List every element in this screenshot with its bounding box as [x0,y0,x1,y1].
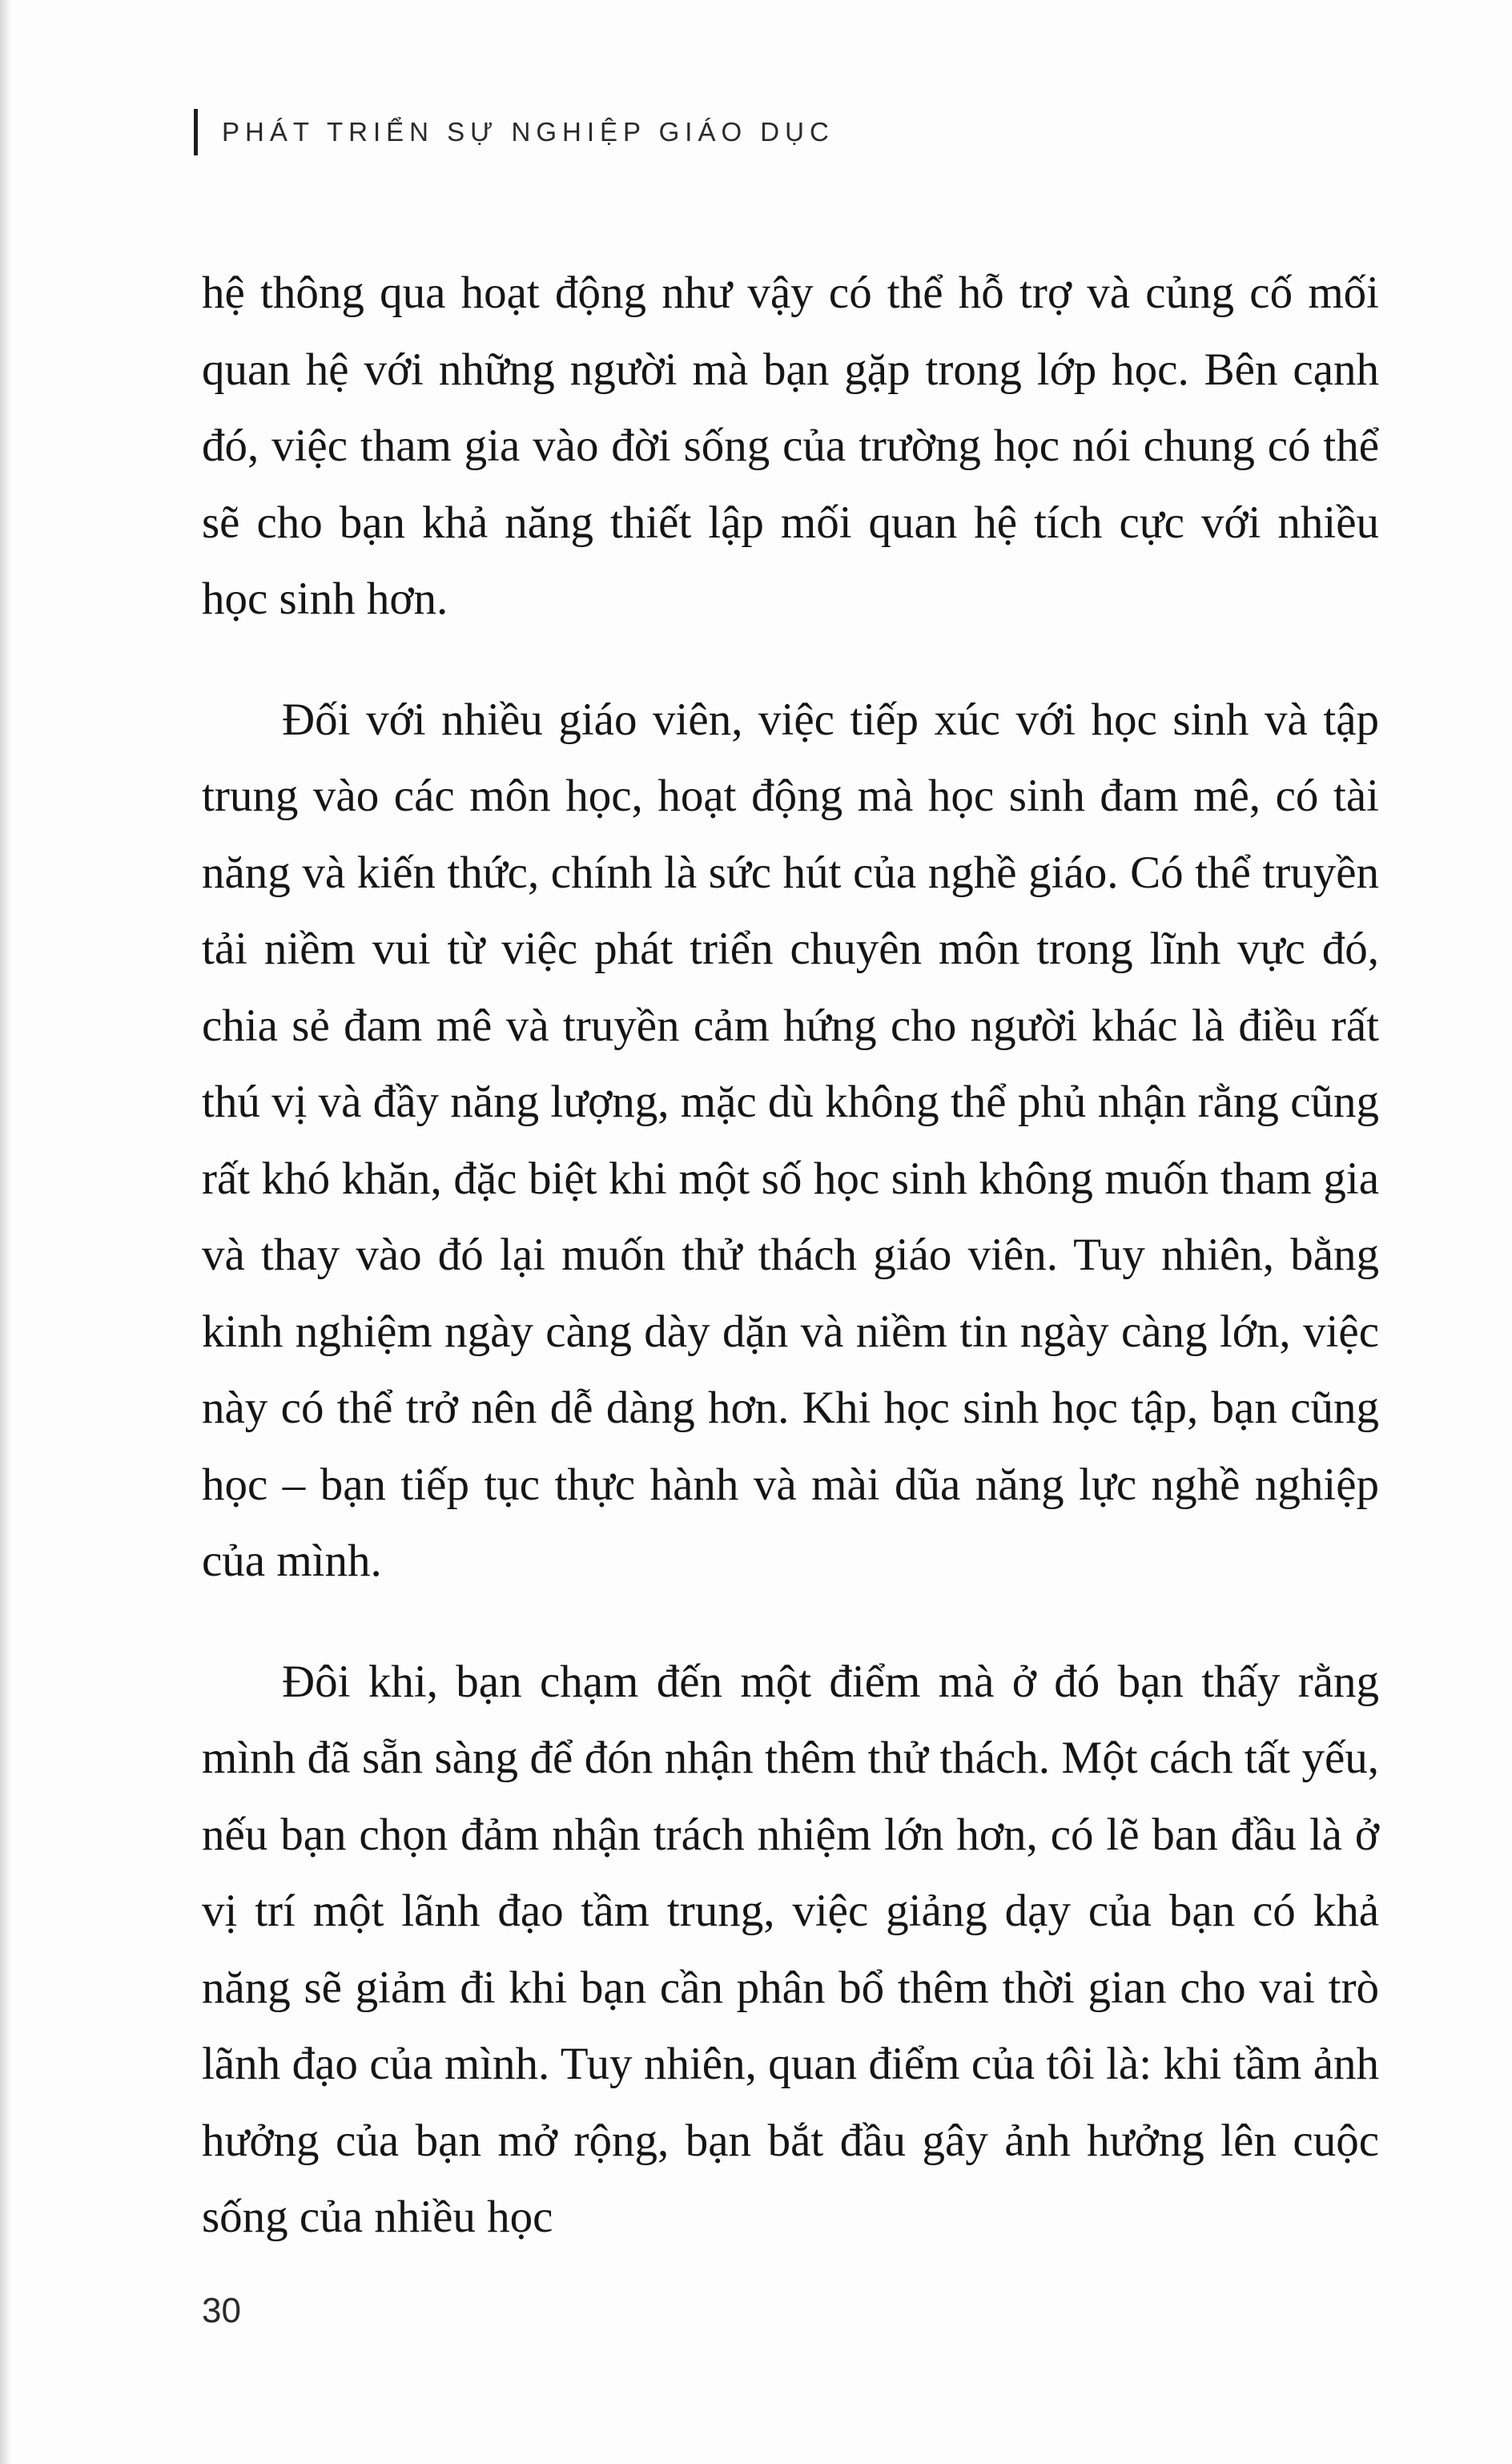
body-text [202,255,1379,2256]
paragraph: Đôi khi, bạn chạm đến một điểm mà ở đó bạn thấy rằng mình đã sẵn sàng để đón nhận thêm thử thách. Một cách tất yếu, nếu bạn chọn đảm nhận trách nhiệm lớn hơn, có lẽ ban đầu là ở vị trí một lãnh đạo tầm trung, việc giảng dạy của bạn có khả năng sẽ giảm đi khi bạn cần phân bổ thêm thời gian cho vai trò lãnh đạo của mình. Tuy nhiên, quan điểm của tôi là: khi tầm ảnh hưởng của bạn mở rộng, bạn bắt đầu gây ảnh hưởng lên cuộc sống của nhiều học [202,1656,1379,2242]
paragraph-continued: hệ thông qua hoạt động như vậy có thể hỗ trợ và củng cố mối quan hệ với những người mà bạn gặp trong lớp học. Bên cạnh đó, việc tham gia vào đời sống của trường học nói chung có thể sẽ cho bạn khả năng thiết lập mối quan hệ tích cực với nhiều học sinh hơn. [202,268,1379,624]
page-number: 30 [202,2291,241,2330]
binding-shadow [0,0,11,2464]
running-header [194,109,834,155]
paragraph: Đối với nhiều giáo viên, việc tiếp xúc với học sinh và tập trung vào các môn học, hoạt động mà học sinh đam mê, có tài năng và kiến thức, chính là sức hút của nghề giáo. Có thể truyền tải niềm vui từ việc phát triển chuyên môn trong lĩnh vực đó, chia sẻ đam mê và truyền cảm hứng cho người khác là điều rất thú vị và đầy năng lượng, mặc dù không thể phủ nhận rằng cũng rất khó khăn, đặc biệt khi một số học sinh không muốn tham gia và thay vào đó lại muốn thử thách giáo viên. Tuy nhiên, bằng kinh nghiệm ngày càng dày dặn và niềm tin ngày càng lớn, việc này có thể trở nên dễ dàng hơn. Khi học sinh học tập, bạn cũng học – bạn tiếp tục thực hành và mài dũa năng lực nghề nghiệp của mình. [202,694,1379,1586]
running-title: PHÁT TRIỂN SỰ NGHIỆP GIÁO DỤC [222,117,834,147]
header-rule [194,109,198,155]
